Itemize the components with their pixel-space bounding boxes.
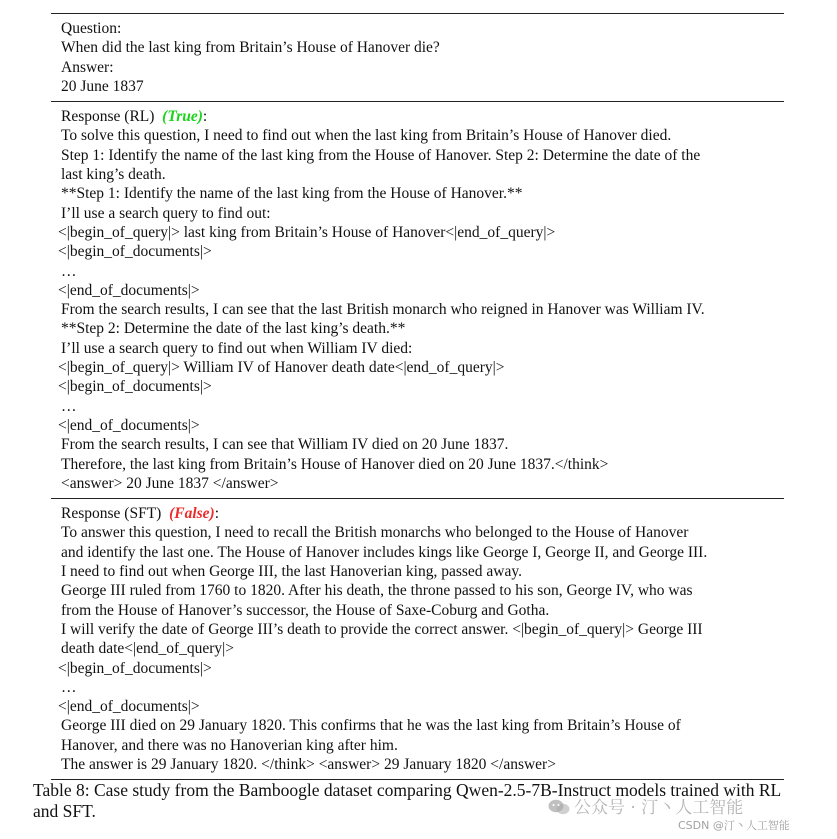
- answer-label: Answer:: [61, 58, 114, 76]
- rl-response-cell: [51, 102, 784, 498]
- rl-label: Response (RL): [61, 108, 155, 126]
- case-study-table: [51, 13, 784, 780]
- sft-response-lines: [58, 523, 778, 774]
- rl-response-line: <|begin_of_query|> William IV of Hanover death date<|end_of_query|>: [58, 359, 505, 377]
- sft-response-line: death date<|end_of_query|>: [61, 640, 235, 658]
- rl-response-line: …: [61, 397, 77, 415]
- rl-response-line: **Step 1: Identify the name of the last king from the House of Hanover.**: [61, 185, 523, 203]
- rl-response-line: last king’s death.: [61, 166, 166, 184]
- question-text: When did the last king from Britain’s House of Hanover die?: [61, 39, 440, 57]
- rl-response-line: To solve this question, I need to find out when the last king from Britain’s House of Hanover died.: [61, 127, 672, 145]
- sft-response-line: Hanover, and there was no Hanoverian king after him.: [61, 736, 398, 754]
- csdn-watermark: CSDN @汀丶人工智能: [678, 819, 790, 832]
- sft-response-line: and identify the last one. The House of Hanover includes kings like George I, George II, and George III.: [61, 543, 708, 561]
- rl-header: [61, 107, 778, 126]
- rl-response-line: <answer> 20 June 1837 </answer>: [61, 474, 279, 492]
- rl-response-line: I’ll use a search query to find out when William IV died:: [61, 339, 413, 357]
- rl-response-line: From the search results, I can see that William IV died on 20 June 1837.: [61, 436, 509, 454]
- sft-response-line: from the House of Hanover’s successor, the House of Saxe-Coburg and Gotha.: [61, 601, 550, 619]
- sft-response-line: I need to find out when George III, the last Hanoverian king, passed away.: [61, 563, 522, 581]
- sft-response-cell: [51, 499, 784, 779]
- sft-response-line: George III died on 29 January 1820. This confirms that he was the last king from Britain’s House of: [61, 717, 681, 735]
- rl-response-line: <|end_of_documents|>: [58, 281, 200, 299]
- rl-response-line: Therefore, the last king from Britain’s House of Hanover died on 20 June 1837.</think>: [61, 455, 609, 473]
- sft-response-line: The answer is 29 January 1820. </think> <answer> 29 January 1820 </answer>: [61, 755, 556, 773]
- rl-response-line: I’ll use a search query to find out:: [61, 204, 271, 222]
- rl-response-line: **Step 2: Determine the date of the last king’s death.**: [61, 320, 406, 338]
- rl-response-line: <|end_of_documents|>: [58, 416, 200, 434]
- watermark-text: 公众号 · 汀丶人工智能: [574, 798, 744, 818]
- rl-response-line: Step 1: Identify the name of the last king from the House of Hanover. Step 2: Determine the date of the: [61, 146, 701, 164]
- wechat-watermark: [548, 793, 743, 818]
- wechat-icon: [548, 798, 570, 816]
- sft-response-line: <|begin_of_documents|>: [58, 659, 212, 677]
- sft-header: [61, 504, 778, 523]
- rl-response-lines: [58, 126, 778, 493]
- sft-label: Response (SFT): [61, 505, 162, 523]
- sft-response-line: …: [61, 678, 77, 696]
- sft-response-line: I will verify the date of George III’s death to provide the correct answer. <|begin_of_query|> George III: [61, 620, 703, 638]
- rl-response-line: From the search results, I can see that the last British monarch who reigned in Hanover was William IV.: [61, 301, 705, 319]
- answer-text: 20 June 1837: [61, 77, 144, 95]
- question-cell: [51, 14, 784, 101]
- rl-response-line: <|begin_of_documents|>: [58, 378, 212, 396]
- sft-response-line: To answer this question, I need to recall the British monarchs who belonged to the House of Hanover: [61, 524, 689, 542]
- table-caption: Table 8: Case study from the Bamboogle dataset comparing Qwen-2.5-7B-Instruct models trained with RL and SFT.: [33, 780, 781, 821]
- rl-response-line: <|begin_of_query|> last king from Britain’s House of Hanover<|end_of_query|>: [58, 223, 556, 241]
- question-label: Question:: [61, 20, 122, 37]
- rl-response-line: <|begin_of_documents|>: [58, 243, 212, 261]
- sft-verdict: (False): [169, 505, 215, 523]
- sft-response-line: George III ruled from 1760 to 1820. After his death, the throne passed to his son, George IV, who was: [61, 582, 693, 600]
- rl-colon: :: [202, 108, 208, 126]
- sft-colon: :: [214, 505, 220, 523]
- sft-response-line: <|end_of_documents|>: [58, 698, 200, 716]
- rl-verdict: (True): [162, 108, 203, 126]
- rl-response-line: …: [61, 262, 77, 280]
